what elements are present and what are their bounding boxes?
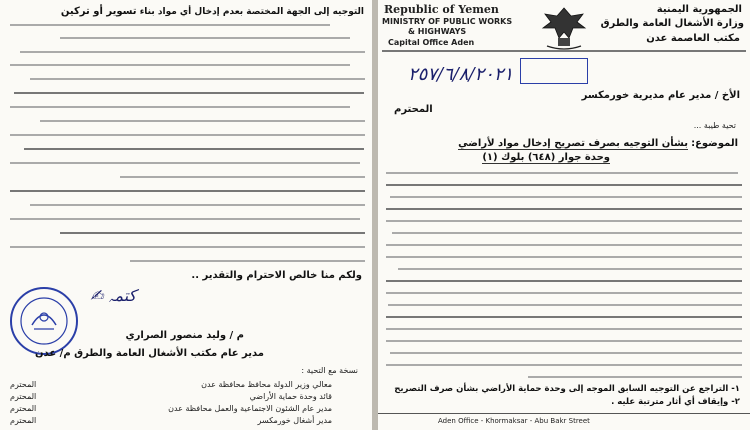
footer-text: Aden Office - Khormaksar - Abu Bakr Street — [438, 417, 590, 425]
header-ar-office: مكتب العاصمة عدن — [646, 33, 740, 44]
header-en-office: Capital Office Aden — [388, 38, 475, 47]
header-en-highways: & HIGHWAYS — [408, 27, 467, 36]
header-ar-ministry: وزارة الأشغال العامة والطرق — [600, 18, 744, 29]
closing-line: ولكم منا خالص الاحترام والتقدير .. — [191, 270, 362, 281]
point-one-prefix: التوجيه إلى الجهة المختصة بعدم إدخال أي مواد بناء — [139, 7, 364, 17]
signature-icon: ✍︎ ﮐﺘﻤﮧ — [90, 286, 137, 305]
point-one-bold: تسوير أو تركين — [60, 6, 137, 17]
header-en-republic: Republic of Yemen — [384, 3, 499, 16]
copies-heading: نسخة مع التحية : — [301, 366, 358, 375]
copy-suffix-3: المحترم — [10, 404, 37, 413]
subject-label: الموضوع: — [691, 138, 738, 149]
header-en-ministry: MINISTRY OF PUBLIC WORKS — [382, 17, 513, 26]
header-ar-top: الجمهورية اليمنية — [656, 4, 742, 15]
point-one-text — [61, 6, 364, 17]
subject-block: وحدة جوار (٦٤٨) بلوك (١) — [482, 152, 610, 163]
copy-item-2: قائد وحدة حماية الأراضي — [249, 392, 332, 401]
closing-item-2: ٢- وإيقاف أي أثار مترتبة عليه . — [611, 397, 740, 407]
addressee: الأخ / مدير عام مديرية خورمكسر — [581, 90, 740, 101]
document-page-2 — [0, 0, 372, 430]
copy-suffix-2: المحترم — [10, 392, 37, 401]
round-stamp-icon — [8, 285, 80, 357]
yemen-eagle-emblem-icon — [539, 4, 589, 50]
copy-item-3: مدير عام الشئون الاجتماعية والعمل محافظة عدن — [168, 404, 332, 413]
page-footer — [378, 413, 750, 430]
document-page-1 — [378, 0, 750, 430]
greeting: تحية طيبة ... — [693, 121, 736, 130]
received-stamp-box — [520, 58, 588, 84]
copy-suffix-4: المحترم — [10, 416, 37, 425]
subject-text: بشأن التوجيه بصرف تصريح إدخال مواد لأراضي — [458, 138, 688, 149]
copy-item-1: معالي وزير الدولة محافظ محافظة عدن — [201, 380, 332, 389]
copy-suffix-1: المحترم — [10, 380, 37, 389]
signatory-name: م / وليد منصور الصراري — [125, 330, 244, 341]
signatory-title: مدير عام مكتب الأشغال العامة والطرق م/ عدن — [35, 348, 264, 359]
closing-item-1: ١- التراجع عن التوجيه السابق الموجه إلى وحدة حماية الأراضي بشأن صرف التصريح — [394, 384, 740, 394]
copy-item-4: مدير أشغال خورمكسر — [257, 416, 332, 425]
handwritten-date: ٢٥٧/٦/٨/٢٠٢١ — [408, 64, 514, 85]
honorific: المحترم — [394, 104, 433, 115]
